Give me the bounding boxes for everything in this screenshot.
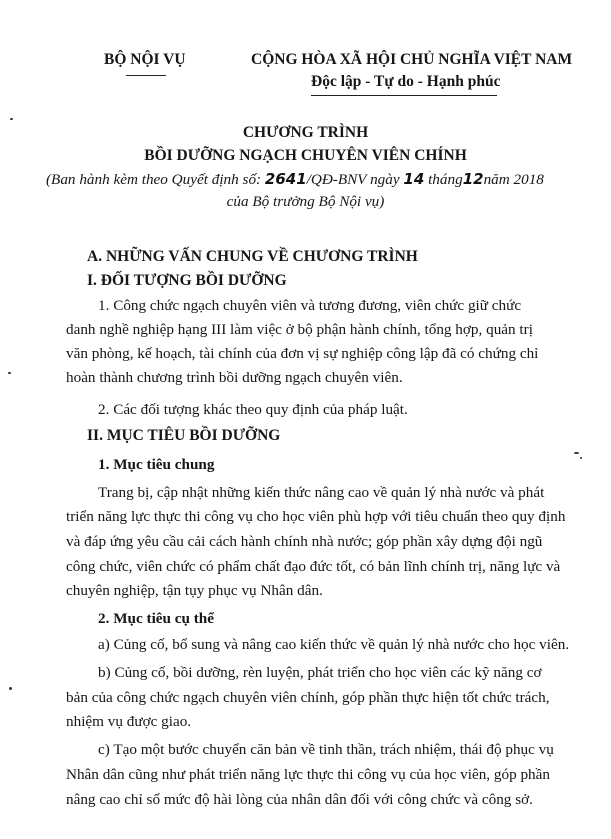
decision-number-handwritten: 2641 bbox=[264, 170, 307, 188]
document-title: CHƯƠNG TRÌNH bbox=[242, 124, 369, 141]
issuance-line-2: của Bộ trưởng Bộ Nội vụ) bbox=[226, 193, 385, 210]
section-i-paragraph-1-line-4: hoàn thành chương trình bồi dưỡng ngạch chuyên viên. bbox=[66, 369, 403, 386]
issuance-prefix: (Ban hành kèm theo Quyết định số: bbox=[46, 171, 262, 188]
section-i-paragraph-1-line-3: văn phòng, kế hoạch, tài chính của đơn vị sự nghiệp công lập đã có chứng chỉ bbox=[66, 345, 539, 362]
scan-speck bbox=[8, 372, 11, 374]
month-handwritten: 12 bbox=[462, 170, 484, 188]
section-i-paragraph-1-line-1: 1. Công chức ngạch chuyên viên và tương đương, viên chức giữ chức bbox=[98, 297, 522, 314]
section-a-heading: A. NHỮNG VẤN CHUNG VỀ CHƯƠNG TRÌNH bbox=[87, 248, 418, 265]
scan-speck bbox=[10, 118, 13, 120]
section-ii-2-item-c-line-1: c) Tạo một bước chuyển căn bản về tinh thần, trách nhiệm, thái độ phục vụ bbox=[98, 741, 554, 758]
document-subtitle: BỒI DƯỠNG NGẠCH CHUYÊN VIÊN CHÍNH bbox=[144, 147, 467, 164]
section-i-heading: I. ĐỐI TƯỢNG BỒI DƯỠNG bbox=[87, 272, 287, 289]
section-ii-2-item-c-line-3: nâng cao chỉ số mức độ hài lòng của nhân dân đối với công chức và công sở. bbox=[66, 791, 533, 808]
section-ii-2-item-b-line-1: b) Củng cố, bồi dưỡng, rèn luyện, phát triển cho học viên các kỹ năng cơ bbox=[98, 664, 542, 681]
scan-speck bbox=[574, 452, 579, 454]
issuance-mid-3: năm 2018 bbox=[483, 171, 544, 188]
scan-speck bbox=[9, 687, 12, 690]
section-ii-1-line-5: chuyên nghiệp, tận tụy phục vụ Nhân dân. bbox=[66, 582, 323, 599]
motto-underline bbox=[311, 95, 497, 96]
section-ii-1-line-1: Trang bị, cập nhật những kiến thức nâng cao về quản lý nhà nước và phát bbox=[98, 484, 545, 501]
national-motto: Độc lập - Tự do - Hạnh phúc bbox=[311, 73, 501, 90]
section-i-paragraph-1-line-2: danh nghề nghiệp hạng III làm việc ở bộ phận hành chính, tổng hợp, quản trị bbox=[66, 321, 533, 338]
section-i-paragraph-2: 2. Các đối tượng khác theo quy định của pháp luật. bbox=[98, 401, 408, 418]
section-ii-1-heading: 1. Mục tiêu chung bbox=[98, 456, 215, 473]
country-name: CỘNG HÒA XÃ HỘI CHỦ NGHĨA VIỆT NAM bbox=[251, 51, 573, 68]
scan-speck bbox=[580, 457, 582, 459]
section-ii-heading: II. MỤC TIÊU BỒI DƯỠNG bbox=[87, 427, 281, 444]
section-ii-1-line-4: công chức, viên chức có phẩm chất đạo đức tốt, có bản lĩnh chính trị, năng lực và bbox=[66, 558, 561, 575]
day-handwritten: 14 bbox=[403, 170, 425, 188]
section-ii-2-item-b-line-3: nhiệm vụ được giao. bbox=[66, 713, 192, 730]
section-ii-2-item-b-line-2: bản của công chức ngạch chuyên viên chính, góp phần thực hiện tốt chức trách, bbox=[66, 689, 550, 706]
section-ii-1-line-3: và đáp ứng yêu cầu cải cách hành chính nhà nước; góp phần xây dựng đội ngũ bbox=[66, 533, 543, 550]
ministry-name: BỘ NỘI VỤ bbox=[104, 51, 186, 68]
issuance-line-1 bbox=[46, 170, 544, 189]
section-ii-1-line-2: triển năng lực thực thi công vụ cho học viên phù hợp với tiêu chuẩn theo quy định bbox=[66, 508, 566, 525]
section-ii-2-item-c-line-2: Nhân dân cũng như phát triển năng lực thực thi công vụ của học viên, góp phần bbox=[66, 766, 550, 783]
issuance-mid-2: tháng bbox=[428, 171, 463, 188]
section-ii-2-heading: 2. Mục tiêu cụ thể bbox=[98, 610, 214, 627]
issuance-mid-1: /QĐ-BNV ngày bbox=[306, 171, 400, 188]
section-ii-2-item-a: a) Củng cố, bổ sung và nâng cao kiến thức về quản lý nhà nước cho học viên. bbox=[98, 636, 570, 653]
ministry-underline bbox=[126, 75, 166, 76]
